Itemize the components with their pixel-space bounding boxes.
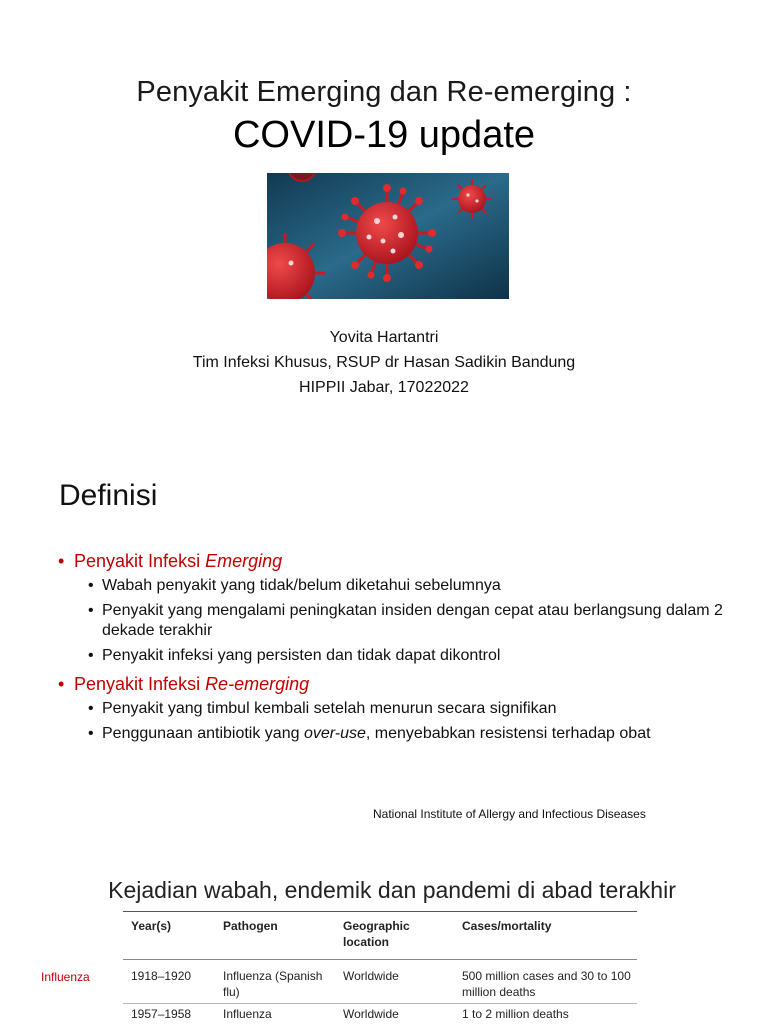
list-item: [58, 724, 738, 744]
cell-year: 1957–1958: [131, 1007, 192, 1021]
definition-list: [58, 548, 738, 749]
list-item: [58, 646, 738, 666]
coronavirus-image: [267, 173, 509, 299]
bullet: •: [88, 700, 94, 717]
bullet: •: [88, 577, 94, 594]
row-group-label: Influenza: [41, 970, 90, 984]
header-pathogen: Pathogen: [223, 919, 278, 933]
outbreak-table-slide: [0, 855, 768, 1024]
source-citation: National Institute of Allergy and Infectious Diseases: [373, 807, 646, 821]
cell-cases: 1 to 2 million deaths: [462, 1007, 569, 1021]
bullet: •: [88, 725, 94, 742]
list-item-italic: over-use: [303, 725, 366, 742]
list-item-text: Penggunaan antibiotik yang: [102, 725, 304, 742]
section-heading-emerging: [58, 548, 738, 574]
list-item: [58, 576, 738, 596]
slide-title: Kejadian wabah, endemik dan pandemi di abad terakhir: [108, 877, 676, 903]
section-heading-text: Penyakit Infeksi: [74, 551, 206, 571]
author-name: Yovita Hartantri: [329, 329, 439, 346]
section-heading-italic: Re-emerging: [205, 674, 310, 694]
header-year: Year(s): [131, 919, 172, 933]
section-heading-text: Penyakit Infeksi: [74, 674, 206, 694]
header-location: Geographic location: [343, 919, 410, 949]
slide-title-line1: Penyakit Emerging dan Re-emerging :: [136, 76, 632, 108]
list-item: [58, 699, 738, 719]
event-info: HIPPII Jabar, 17022022: [299, 379, 469, 396]
list-item-text: Penyakit infeksi yang persisten dan tidak dapat dikontrol: [102, 647, 501, 664]
list-item-text-end: , menyebabkan resistensi terhadap obat: [365, 725, 651, 742]
cell-location: Worldwide: [343, 1007, 399, 1021]
section-heading-italic: Emerging: [205, 551, 283, 571]
cell-cases: 500 million cases and 30 to 100 million deaths: [462, 969, 631, 999]
bullet: •: [88, 602, 94, 619]
header-cases: Cases/mortality: [462, 919, 552, 933]
cell-location: Worldwide: [343, 969, 399, 983]
section-heading-reemerging: [58, 671, 738, 697]
author-affiliation: Tim Infeksi Khusus, RSUP dr Hasan Sadikin Bandung: [192, 354, 576, 371]
cell-pathogen: Influenza (Spanish flu): [223, 969, 323, 999]
bullet: •: [58, 551, 65, 571]
cell-pathogen: Influenza: [223, 1007, 272, 1021]
title-slide: [0, 0, 768, 455]
bullet: •: [88, 647, 94, 664]
list-item-text: Penyakit yang mengalami peningkatan insiden dengan cepat atau berlangsung dalam 2 dekade terakhir: [102, 602, 723, 639]
row-divider: [123, 1003, 637, 1004]
table-top-rule: [123, 911, 637, 912]
list-item: [58, 601, 738, 641]
list-item-text: Wabah penyakit yang tidak/belum diketahui sebelumnya: [102, 577, 501, 594]
slide-title: Definisi: [59, 479, 158, 512]
list-item-text: Penyakit yang timbul kembali setelah menurun secara signifikan: [102, 700, 557, 717]
table-header-rule: [123, 959, 637, 960]
author-block: [0, 325, 768, 400]
slide-title-line2: COVID-19 update: [232, 114, 536, 156]
virus-main: [338, 184, 436, 282]
cell-year: 1918–1920: [131, 969, 192, 983]
virus-small: [452, 179, 492, 219]
bullet: •: [58, 674, 65, 694]
definition-slide: [0, 455, 768, 855]
